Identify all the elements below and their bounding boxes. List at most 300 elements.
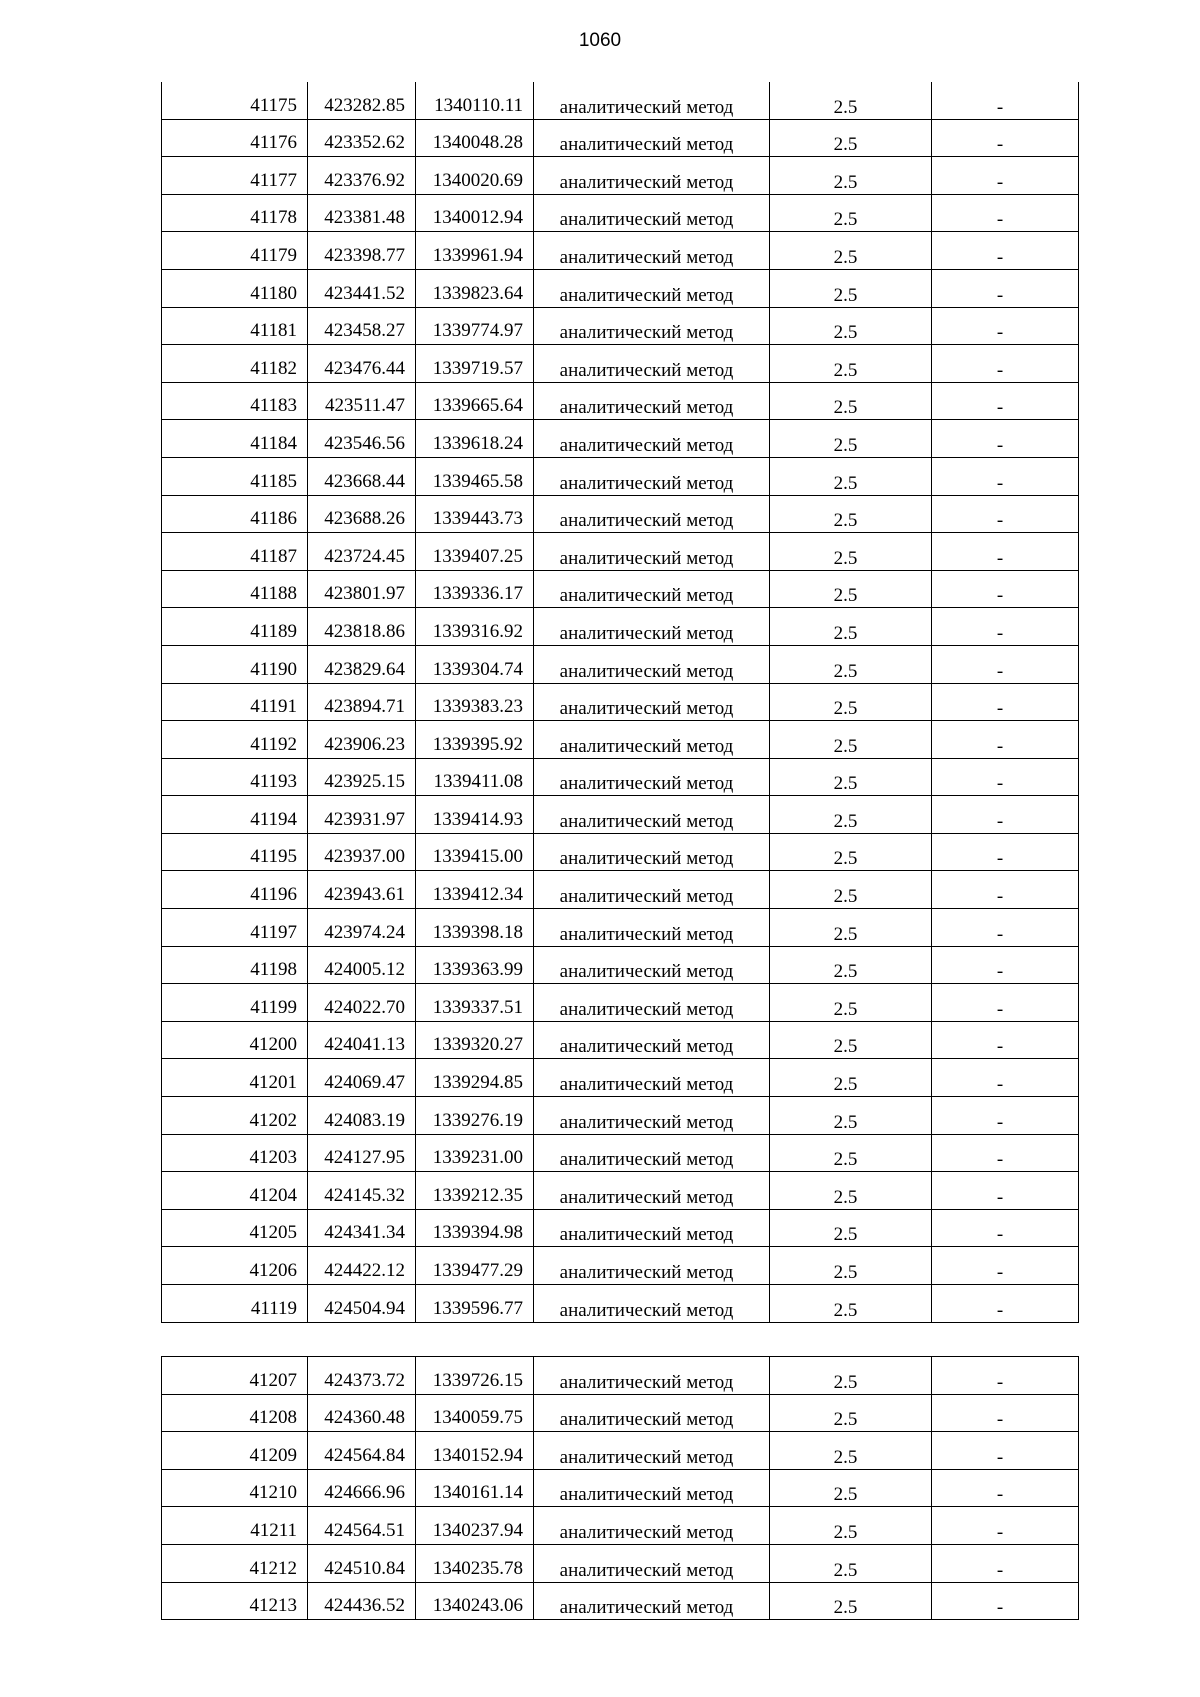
method-cell — [534, 683, 770, 721]
description-text: - — [996, 134, 1004, 156]
x-coordinate-cell — [308, 984, 416, 1022]
method-text: аналитический метод — [559, 585, 734, 607]
point-number-cell — [162, 608, 308, 646]
accuracy-cell — [770, 1582, 932, 1620]
x-coordinate-text: 424005.12 — [324, 959, 405, 981]
x-coordinate-cell — [308, 269, 416, 307]
point-number-cell — [162, 269, 308, 307]
description-cell — [932, 1134, 1079, 1172]
accuracy-text: 2.5 — [833, 923, 858, 945]
accuracy-text: 2.5 — [833, 397, 858, 419]
table-row — [162, 495, 1079, 533]
x-coordinate-text: 423511.47 — [324, 395, 405, 417]
method-text: аналитический метод — [559, 1036, 734, 1058]
accuracy-text: 2.5 — [833, 284, 858, 306]
accuracy-cell — [770, 194, 932, 232]
y-coordinate-text: 1340243.06 — [432, 1595, 523, 1617]
x-coordinate-text: 423724.45 — [324, 545, 405, 567]
y-coordinate-text: 1340059.75 — [432, 1407, 523, 1429]
y-coordinate-text: 1339337.51 — [432, 996, 523, 1018]
x-coordinate-cell — [308, 833, 416, 871]
description-cell — [932, 946, 1079, 984]
y-coordinate-text: 1339394.98 — [432, 1222, 523, 1244]
accuracy-cell — [770, 1059, 932, 1097]
method-text: аналитический метод — [559, 472, 734, 494]
description-cell — [932, 1059, 1079, 1097]
accuracy-text: 2.5 — [833, 472, 858, 494]
x-coordinate-text: 424564.51 — [324, 1519, 405, 1541]
description-text: - — [996, 1446, 1004, 1468]
method-text: аналитический метод — [559, 284, 734, 306]
table-row — [162, 1357, 1079, 1395]
accuracy-cell — [770, 1469, 932, 1507]
x-coordinate-text: 423829.64 — [324, 658, 405, 680]
accuracy-cell — [770, 758, 932, 796]
description-text: - — [996, 660, 1004, 682]
description-cell — [932, 1432, 1079, 1470]
accuracy-cell — [770, 1209, 932, 1247]
coordinates-table-1 — [161, 82, 1079, 1323]
x-coordinate-cell — [308, 909, 416, 947]
y-coordinate-text: 1340161.14 — [432, 1482, 523, 1504]
table-row — [162, 119, 1079, 157]
accuracy-cell — [770, 1507, 932, 1545]
point-number-cell — [162, 345, 308, 383]
accuracy-cell — [770, 1544, 932, 1582]
x-coordinate-text: 424564.84 — [324, 1444, 405, 1466]
x-coordinate-text: 424422.12 — [324, 1260, 405, 1281]
point-number-text: 41190 — [250, 658, 297, 680]
description-text: - — [996, 1299, 1004, 1321]
method-text: аналитический метод — [559, 96, 734, 118]
x-coordinate-cell — [308, 1469, 416, 1507]
method-text: аналитический метод — [559, 1111, 734, 1133]
point-number-text: 41196 — [250, 884, 297, 906]
y-coordinate-text: 1339411.08 — [433, 771, 523, 793]
description-text: - — [996, 1186, 1004, 1208]
method-cell — [534, 1507, 770, 1545]
table-row — [162, 382, 1079, 420]
method-cell — [534, 382, 770, 420]
accuracy-text: 2.5 — [833, 1597, 858, 1619]
accuracy-text: 2.5 — [833, 1521, 858, 1543]
y-coordinate-cell — [416, 1507, 534, 1545]
method-text: аналитический метод — [559, 773, 734, 795]
table-row — [162, 1059, 1079, 1097]
description-cell — [932, 495, 1079, 533]
y-coordinate-cell — [416, 871, 534, 909]
accuracy-cell — [770, 1285, 932, 1323]
point-number-cell — [162, 1059, 308, 1097]
y-coordinate-text: 1339465.58 — [432, 470, 523, 492]
accuracy-cell — [770, 1172, 932, 1210]
point-number-cell — [162, 194, 308, 232]
y-coordinate-cell — [416, 1021, 534, 1059]
point-number-cell — [162, 758, 308, 796]
y-coordinate-cell — [416, 457, 534, 495]
point-number-text: 41199 — [250, 996, 297, 1018]
point-number-text: 41188 — [250, 583, 297, 605]
table-row — [162, 871, 1079, 909]
table-row — [162, 645, 1079, 683]
accuracy-cell — [770, 269, 932, 307]
accuracy-text: 2.5 — [833, 1484, 858, 1506]
point-number-text: 41211 — [250, 1519, 297, 1541]
point-number-text: 41213 — [249, 1595, 297, 1617]
y-coordinate-text: 1340020.69 — [432, 169, 523, 191]
table-row — [162, 1582, 1079, 1620]
x-coordinate-text: 424127.95 — [324, 1147, 405, 1169]
point-number-text: 41194 — [250, 808, 297, 830]
x-coordinate-cell — [308, 1394, 416, 1432]
x-coordinate-text: 424360.48 — [324, 1407, 405, 1429]
x-coordinate-cell — [308, 721, 416, 759]
description-text: - — [996, 1149, 1004, 1171]
description-cell — [932, 457, 1079, 495]
description-cell — [932, 1582, 1079, 1620]
point-number-cell — [162, 1285, 308, 1323]
point-number-cell — [162, 1247, 308, 1285]
method-cell — [534, 1544, 770, 1582]
point-number-text: 41193 — [250, 771, 297, 793]
y-coordinate-text: 1339407.25 — [432, 545, 523, 567]
point-number-cell — [162, 909, 308, 947]
x-coordinate-text: 423282.85 — [324, 94, 405, 116]
table-row — [162, 457, 1079, 495]
y-coordinate-cell — [416, 1544, 534, 1582]
y-coordinate-text: 1339336.17 — [432, 583, 523, 605]
point-number-text: 41202 — [249, 1109, 297, 1131]
x-coordinate-text: 423352.62 — [324, 132, 405, 154]
point-number-cell — [162, 457, 308, 495]
point-number-cell — [162, 1507, 308, 1545]
x-coordinate-cell — [308, 570, 416, 608]
description-text: - — [996, 547, 1004, 569]
x-coordinate-cell — [308, 345, 416, 383]
table-row — [162, 420, 1079, 458]
y-coordinate-text: 1339231.00 — [432, 1147, 523, 1169]
y-coordinate-cell — [416, 1285, 534, 1323]
point-number-text: 41198 — [250, 959, 297, 981]
description-text: - — [996, 1224, 1004, 1246]
point-number-text: 41176 — [250, 132, 297, 154]
y-coordinate-cell — [416, 758, 534, 796]
point-number-cell — [162, 382, 308, 420]
point-number-cell — [162, 495, 308, 533]
accuracy-text: 2.5 — [833, 434, 858, 456]
description-text: - — [996, 585, 1004, 607]
accuracy-cell — [770, 533, 932, 571]
method-cell — [534, 1059, 770, 1097]
y-coordinate-cell — [416, 570, 534, 608]
y-coordinate-cell — [416, 157, 534, 195]
description-cell — [932, 1507, 1079, 1545]
table-row — [162, 833, 1079, 871]
method-text: аналитический метод — [559, 1484, 734, 1506]
page-number: 1060 — [578, 30, 622, 51]
y-coordinate-cell — [416, 1247, 534, 1285]
method-cell — [534, 1021, 770, 1059]
description-text: - — [996, 1597, 1004, 1619]
accuracy-text: 2.5 — [833, 998, 858, 1020]
x-coordinate-cell — [308, 157, 416, 195]
y-coordinate-text: 1339415.00 — [432, 846, 523, 868]
description-cell — [932, 157, 1079, 195]
x-coordinate-text: 423818.86 — [324, 620, 405, 642]
method-text: аналитический метод — [559, 1446, 734, 1468]
y-coordinate-cell — [416, 345, 534, 383]
y-coordinate-cell — [416, 683, 534, 721]
table-row — [162, 1285, 1079, 1323]
accuracy-cell — [770, 570, 932, 608]
description-text: - — [996, 284, 1004, 306]
y-coordinate-cell — [416, 946, 534, 984]
description-cell — [932, 1285, 1079, 1323]
description-text: - — [996, 773, 1004, 795]
coordinates-table-2-body — [162, 1357, 1079, 1620]
point-number-cell — [162, 1021, 308, 1059]
method-text: аналитический метод — [559, 1409, 734, 1431]
description-text: - — [996, 735, 1004, 757]
y-coordinate-cell — [416, 82, 534, 119]
method-text: аналитический метод — [559, 1074, 734, 1096]
point-number-text: 41208 — [249, 1407, 297, 1429]
method-cell — [534, 232, 770, 270]
y-coordinate-text: 1340048.28 — [432, 132, 523, 154]
description-cell — [932, 1097, 1079, 1135]
y-coordinate-cell — [416, 495, 534, 533]
description-text: - — [996, 1484, 1004, 1506]
x-coordinate-text: 424373.72 — [324, 1369, 405, 1391]
x-coordinate-text: 423943.61 — [324, 884, 405, 906]
accuracy-text: 2.5 — [833, 1409, 858, 1431]
table-row — [162, 1469, 1079, 1507]
x-coordinate-text: 423801.97 — [324, 583, 405, 605]
point-number-text: 41119 — [250, 1297, 297, 1319]
description-cell — [932, 1209, 1079, 1247]
method-text: аналитический метод — [559, 735, 734, 757]
description-text: - — [996, 246, 1004, 268]
x-coordinate-text: 423381.48 — [324, 207, 405, 229]
description-text: - — [996, 1371, 1004, 1393]
accuracy-text: 2.5 — [833, 735, 858, 757]
y-coordinate-cell — [416, 1357, 534, 1395]
description-text: - — [996, 209, 1004, 231]
point-number-cell — [162, 1432, 308, 1470]
method-cell — [534, 82, 770, 119]
y-coordinate-text: 1339823.64 — [432, 282, 523, 304]
accuracy-text: 2.5 — [833, 660, 858, 682]
y-coordinate-text: 1339618.24 — [432, 432, 523, 454]
method-text: аналитический метод — [559, 397, 734, 419]
point-number-text: 41186 — [250, 508, 297, 530]
accuracy-cell — [770, 307, 932, 345]
description-text: - — [996, 810, 1004, 832]
point-number-text: 41179 — [250, 244, 297, 266]
x-coordinate-cell — [308, 1134, 416, 1172]
method-cell — [534, 345, 770, 383]
point-number-cell — [162, 1544, 308, 1582]
table-row — [162, 82, 1079, 119]
table-row — [162, 345, 1079, 383]
description-text: - — [996, 698, 1004, 720]
accuracy-cell — [770, 796, 932, 834]
accuracy-cell — [770, 382, 932, 420]
description-cell — [932, 1021, 1079, 1059]
point-number-text: 41187 — [250, 545, 297, 567]
description-cell — [932, 1469, 1079, 1507]
method-text: аналитический метод — [559, 209, 734, 231]
x-coordinate-cell — [308, 946, 416, 984]
accuracy-text: 2.5 — [833, 96, 858, 118]
point-number-cell — [162, 307, 308, 345]
x-coordinate-text: 423546.56 — [324, 432, 405, 454]
description-text: - — [996, 1262, 1004, 1283]
point-number-text: 41180 — [250, 282, 297, 304]
y-coordinate-cell — [416, 119, 534, 157]
accuracy-cell — [770, 984, 932, 1022]
accuracy-text: 2.5 — [833, 1559, 858, 1581]
point-number-text: 41181 — [250, 320, 297, 342]
method-text: аналитический метод — [559, 998, 734, 1020]
description-text: - — [996, 848, 1004, 870]
method-text: аналитический метод — [559, 848, 734, 870]
x-coordinate-text: 423476.44 — [324, 357, 405, 379]
description-cell — [932, 194, 1079, 232]
method-text: аналитический метод — [559, 322, 734, 344]
point-number-text: 41210 — [249, 1482, 297, 1504]
table-row — [162, 1134, 1079, 1172]
accuracy-text: 2.5 — [833, 1299, 858, 1321]
y-coordinate-text: 1339383.23 — [432, 696, 523, 718]
point-number-text: 41184 — [250, 432, 297, 454]
x-coordinate-cell — [308, 871, 416, 909]
x-coordinate-text: 423458.27 — [324, 320, 405, 342]
description-cell — [932, 232, 1079, 270]
x-coordinate-cell — [308, 1059, 416, 1097]
x-coordinate-cell — [308, 645, 416, 683]
y-coordinate-cell — [416, 1134, 534, 1172]
y-coordinate-text: 1340110.11 — [434, 94, 523, 116]
description-cell — [932, 796, 1079, 834]
x-coordinate-cell — [308, 1285, 416, 1323]
point-number-cell — [162, 683, 308, 721]
accuracy-text: 2.5 — [833, 510, 858, 532]
x-coordinate-cell — [308, 1507, 416, 1545]
x-coordinate-text: 424069.47 — [324, 1072, 405, 1094]
accuracy-text: 2.5 — [833, 209, 858, 231]
table-row — [162, 608, 1079, 646]
x-coordinate-cell — [308, 608, 416, 646]
method-cell — [534, 1357, 770, 1395]
accuracy-cell — [770, 345, 932, 383]
y-coordinate-cell — [416, 796, 534, 834]
method-cell — [534, 269, 770, 307]
point-number-text: 41200 — [249, 1034, 297, 1056]
accuracy-text: 2.5 — [833, 1186, 858, 1208]
accuracy-text: 2.5 — [833, 1111, 858, 1133]
method-cell — [534, 307, 770, 345]
accuracy-cell — [770, 608, 932, 646]
method-cell — [534, 1209, 770, 1247]
table-row — [162, 946, 1079, 984]
x-coordinate-cell — [308, 1172, 416, 1210]
y-coordinate-cell — [416, 1432, 534, 1470]
x-coordinate-text: 424341.34 — [324, 1222, 405, 1244]
accuracy-cell — [770, 420, 932, 458]
point-number-text: 41209 — [249, 1444, 297, 1466]
method-cell — [534, 457, 770, 495]
point-number-text: 41183 — [250, 395, 297, 417]
point-number-cell — [162, 570, 308, 608]
x-coordinate-text: 423398.77 — [324, 244, 405, 266]
x-coordinate-cell — [308, 1544, 416, 1582]
x-coordinate-text: 423931.97 — [324, 808, 405, 830]
method-text: аналитический метод — [559, 1149, 734, 1171]
table-row — [162, 157, 1079, 195]
point-number-text: 41205 — [249, 1222, 297, 1244]
accuracy-text: 2.5 — [833, 698, 858, 720]
method-text: аналитический метод — [559, 1597, 734, 1619]
method-text: аналитический метод — [559, 698, 734, 720]
description-text: - — [996, 322, 1004, 344]
description-cell — [932, 871, 1079, 909]
description-text: - — [996, 171, 1004, 193]
description-cell — [932, 1357, 1079, 1395]
description-text: - — [996, 359, 1004, 381]
x-coordinate-text: 423894.71 — [324, 696, 405, 718]
x-coordinate-text: 423937.00 — [324, 846, 405, 868]
method-cell — [534, 645, 770, 683]
accuracy-cell — [770, 1247, 932, 1285]
method-cell — [534, 1134, 770, 1172]
description-cell — [932, 984, 1079, 1022]
method-text: аналитический метод — [559, 359, 734, 381]
x-coordinate-cell — [308, 119, 416, 157]
point-number-text: 41207 — [249, 1369, 297, 1391]
method-cell — [534, 119, 770, 157]
point-number-cell — [162, 420, 308, 458]
method-cell — [534, 1172, 770, 1210]
accuracy-text: 2.5 — [833, 1036, 858, 1058]
accuracy-cell — [770, 82, 932, 119]
method-cell — [534, 833, 770, 871]
point-number-text: 41182 — [250, 357, 297, 379]
accuracy-text: 2.5 — [833, 246, 858, 268]
y-coordinate-text: 1339316.92 — [432, 620, 523, 642]
description-text: - — [996, 961, 1004, 983]
x-coordinate-cell — [308, 457, 416, 495]
y-coordinate-cell — [416, 1097, 534, 1135]
accuracy-text: 2.5 — [833, 1371, 858, 1393]
point-number-cell — [162, 721, 308, 759]
point-number-text: 41185 — [250, 470, 297, 492]
method-text: аналитический метод — [559, 1186, 734, 1208]
description-text: - — [996, 1074, 1004, 1096]
y-coordinate-cell — [416, 1059, 534, 1097]
point-number-text: 41204 — [249, 1184, 297, 1206]
point-number-cell — [162, 1097, 308, 1135]
x-coordinate-cell — [308, 194, 416, 232]
table-row — [162, 232, 1079, 270]
y-coordinate-text: 1339477.29 — [432, 1260, 523, 1281]
accuracy-text: 2.5 — [833, 773, 858, 795]
y-coordinate-text: 1339320.27 — [432, 1034, 523, 1056]
x-coordinate-text: 424022.70 — [324, 996, 405, 1018]
accuracy-cell — [770, 871, 932, 909]
accuracy-text: 2.5 — [833, 547, 858, 569]
y-coordinate-cell — [416, 1469, 534, 1507]
